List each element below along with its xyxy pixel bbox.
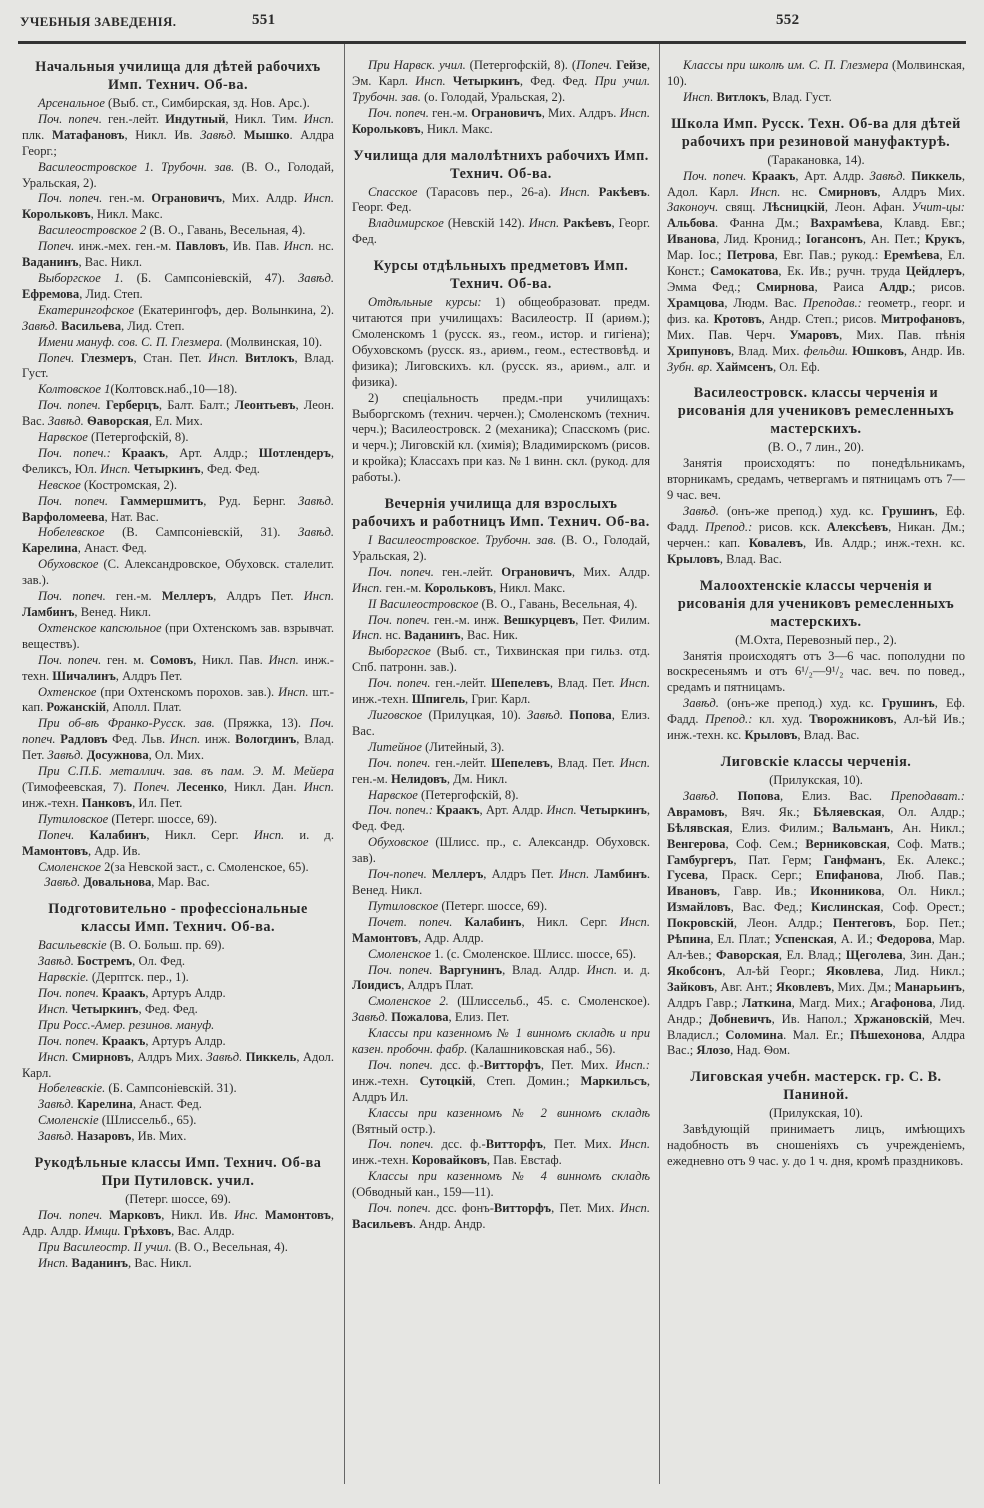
entry-paragraph: Поч. попеч. ген. м. Сомовъ, Никл. Пав. Инсп. инж.-техн. Шичалинъ, Алдръ Пет.: [22, 652, 334, 683]
entry-paragraph: Обуховское (С. Александровское, Обуховск. сталелит. зав.).: [22, 557, 334, 588]
entry-paragraph: Поч. попеч. Герберцъ, Балт. Балт.; Леонтьевъ, Леон. Вас. Завѣд. Ѳаворская, Ел. Мих.: [22, 398, 334, 429]
entry-paragraph: Инсп. Ваданинъ, Вас. Никл.: [38, 1255, 192, 1270]
column-divider: [344, 44, 345, 1484]
entry-paragraph: Классы при казенномъ № 2 винномъ складѣ (Вятный остр.).: [352, 1105, 650, 1136]
entry-paragraph: Смоленское 2(за Невской заст., с. Смоленское, 65).: [38, 859, 309, 874]
page-number-right: 552: [776, 12, 800, 28]
column-2: [352, 58, 650, 1233]
column-3: [667, 58, 965, 1170]
entry-paragraph: Поч. попеч. ген.-м. Ограновичъ, Мих. Алдръ. Инсп. Корольковъ, Никл. Макс.: [352, 105, 650, 136]
running-head: [20, 10, 964, 32]
entry-paragraph: Васильевскіе (В. О. Больш. пр. 69).: [38, 938, 225, 953]
entry-paragraph: Отдѣльные курсы: 1) общеобразоват. предм. читаются при училищахъ: Василеостр. II (ариѳм.); Смоленскомъ 1 (русск. яз., геом., истор. и гигіена); Обуховскомъ (русск. яз., ариѳм., геом., естествовѣд. и физика); Лиговскихъ. кл. (русск. яз., ариѳм., алг. и физика).: [352, 295, 651, 389]
entry-paragraph: Завѣд. Довальнова, Мар. Вас.: [44, 875, 210, 890]
entry-paragraph: Завѣд. Бостремъ, Ол. Фед.: [38, 954, 186, 969]
entry-paragraph: Попеч. инж.-мех. ген.-м. Павловъ, Ив. Пав. Инсп. нс. Ваданинъ, Вас. Никл.: [22, 239, 334, 270]
entry-paragraph: Поч. попеч. Краакъ, Артуръ Алдр.: [38, 986, 226, 1001]
entry-paragraph: Поч. попеч. ген.-лейт. Шепелевъ, Влад. Пет. Инсп. ген.-м. Нелидовъ, Дм. Никл.: [352, 755, 650, 786]
entry-paragraph: Поч. попеч.: Краакъ, Арт. Алдр.; Шотлендеръ, Феликсъ, Юл. Инсп. Четыркинъ, Фед. Фед.: [22, 445, 334, 476]
entry-paragraph: Завѣд. (онъ-же препод.) худ. кс. Грушинъ, Еф. Фадд. Препод.: кл. худ. Творожниковъ, Ал-ѣй Ив.; инж.-техн. кс. Крыловъ, Влад. Вас.: [667, 696, 965, 743]
section-heading: Рукодѣльные классы Имп. Технич. Об-ва При Путиловск. учил.: [34, 1155, 322, 1190]
entry-paragraph: Смоленское 1. (с. Смоленское. Шлисс. шоссе, 65).: [368, 946, 636, 961]
entry-paragraph: I Василеостровское. Трубочн. зав. (В. О., Голодай, Уральская, 2).: [352, 533, 650, 563]
entry-paragraph: Попеч. Глезмеръ, Стан. Пет. Инсп. Витлокъ, Влад. Густ.: [22, 350, 334, 381]
section-heading: Василеостровск. классы черченія и рисованія для учениковъ ремесленныхъ мастерскихъ.: [677, 385, 955, 438]
entry-paragraph: Путиловское (Петерг. шоссе, 69).: [38, 811, 218, 826]
entry-paragraph: Нарвское (Петергофскій, 8).: [368, 787, 519, 802]
entry-paragraph: Выборгское (Выб. ст., Тихвинская при гильз. отд. Спб. патронн. зав.).: [352, 644, 650, 675]
entry-paragraph: Почет. попеч. Калабинъ, Никл. Серг. Инсп. Мамонтовъ, Адр. Алдр.: [352, 914, 650, 945]
entry-paragraph: Поч. попеч. Марковъ, Никл. Ив. Инс. Мамонтовъ, Адр. Алдр. Имщи. Грѣховъ, Вас. Алдр.: [22, 1208, 335, 1238]
running-head-title: УЧЕБНЫЯ ЗАВЕДЕНІЯ.: [20, 14, 177, 29]
entry-paragraph: Поч. попеч. Краакъ, Артуръ Алдр.: [38, 1033, 226, 1048]
section-address: (Таракановка, 14).: [767, 152, 865, 167]
entry-paragraph: Смоленское 2. (Шлиссельб., 45. с. Смоленское). Завѣд. Пожалова, Елиз. Пет.: [352, 994, 651, 1025]
entry-paragraph: Нобелевское (В. Сампсоніевскій, 31). Завѣд. Карелина, Анаст. Фед.: [22, 525, 334, 556]
entry-paragraph: При Росс.-Амер. резинов. мануф.: [38, 1017, 215, 1032]
section-heading: Вечернія училища для взрослыхъ рабочихъ и работницъ Имп. Технич. Об-ва.: [352, 496, 650, 531]
entry-paragraph: При об-вѣ Франко-Русск. зав. (Пряжка, 13). Поч. попеч. Радловъ Фед. Льв. Инсп. инж. Вологдинъ, Влад. Пет. Завѣд. Досужнова, Ол. Мих.: [22, 716, 334, 763]
section-heading: Лиговская учебн. мастерск. гр. С. В. Паниной.: [690, 1069, 942, 1104]
entry-paragraph: Екатерингофское (Екатерингофъ, дер. Волынкина, 2). Завѣд. Васильева, Лид. Степ.: [22, 302, 334, 333]
section-heading: Училища для малолѣтнихъ рабочихъ Имп. Технич. Об-ва.: [353, 147, 649, 182]
section-address: (М.Охта, Перевозный пер., 2).: [735, 632, 897, 647]
section-address: (Петерг. шоссе, 69).: [125, 1192, 231, 1207]
entry-paragraph: Инсп. Смирновъ, Алдръ Мих. Завѣд. Пиккель, Адол. Карл.: [22, 1049, 334, 1080]
entry-paragraph: Арсенальное (Выб. ст., Симбирская, зд. Нов. Арс.).: [38, 96, 310, 110]
entry-paragraph: Завѣд. (онъ-же препод.) худ. кс. Грушинъ, Еф. Фадд. Препод.: рисов. кск. Алексѣевъ, Никан. Дм.; черчен.: кап. Ковалевъ, Ив. Алдр.; инж.-техн. кс. Крыловъ, Влад. Вас.: [667, 504, 965, 566]
entry-paragraph: Поч. попеч. ген.-м. инж. Вешкурцевъ, Пет. Филим. Инсп. нс. Ваданинъ, Вас. Ник.: [352, 612, 651, 643]
entry-paragraph: Поч. попеч. дсс. ф.-Витторфъ, Пет. Мих. Инсп.: инж.-техн. Сутоцкій, Степ. Домин.; Маркильсъ, Алдръ Ил.: [352, 1057, 650, 1104]
section-heading: Начальныя училища для дѣтей рабочихъ Имп. Технич. Об-ва.: [35, 59, 321, 93]
entry-paragraph: Классы при казенномъ № 1 винномъ складѣ и при казен. пробочн. фабр. (Калашниковская наб., 56).: [352, 1026, 650, 1057]
entry-paragraph: II Василеостровское (В. О., Гавань, Весельная, 4).: [368, 596, 638, 611]
page-number-left: 551: [252, 12, 276, 28]
entry-paragraph: Занятія происходятъ: по понедѣльникамъ, вторникамъ, средамъ, четвергамъ и пятницамъ отъ 7—9 час. веч.: [667, 456, 965, 503]
entry-paragraph: Поч-попеч. Меллеръ, Алдръ Пет. Инсп. Ламбинъ. Венед. Никл.: [352, 867, 650, 897]
entry-paragraph: Завѣдующій принимаетъ лицъ, имѣющихъ надобность въ сношеніяхъ съ учрежденіемъ, ежедневно отъ 9 час. у. до 1 ч. дня, кромѣ праздниковъ.: [667, 1122, 965, 1169]
entry-paragraph: 2) спеціальность предм.-при училищахъ: Выборгскомъ (технич. черчен.); Смоленскомъ (технич. черч.); Василеостровск. 2 (механика); Спасскомъ (рис. и черч.); Лиговскій кл. (химія); Владимирскомъ (рисов. и кройка); Классахъ при каз. № 1 винн. скл. (рукод. для работы.).: [352, 390, 650, 485]
section-address: (Прилукская, 10).: [769, 773, 863, 787]
section-heading: Малоохтенскіе классы черченія и рисованія для учениковъ ремесленныхъ мастерскихъ.: [677, 577, 955, 630]
entry-paragraph: Классы при казенномъ № 4 винномъ складѣ (Обводный кан., 159—11).: [352, 1169, 650, 1200]
entry-paragraph: Инсп. Четыркинъ, Фед. Фед.: [38, 1001, 198, 1016]
entry-paragraph: Колтовское 1(Колтовск.наб.,10—18).: [38, 382, 238, 397]
entry-paragraph: Поч. попеч. ген.-лейт. Ограновичъ, Мих. Алдр. Инсп. ген.-м. Корольковъ, Никл. Макс.: [352, 564, 650, 595]
entry-paragraph: Василеостровское 2 (В. О., Гавань, Весельная, 4).: [38, 223, 306, 238]
entry-paragraph: Путиловское (Петерг. шоссе, 69).: [368, 898, 548, 913]
entry-paragraph: Поч. попеч. Варгунинъ, Влад. Алдр. Инсп. и. д. Лоидисъ, Алдръ Плат.: [352, 962, 650, 993]
entry-paragraph: Инсп. Витлокъ, Влад. Густ.: [683, 89, 832, 104]
entry-paragraph: Смоленскіе (Шлиссельб., 65).: [38, 1113, 197, 1128]
entry-paragraph: Охтенское капсюльное (при Охтенскомъ зав. взрывчат. веществъ).: [22, 620, 334, 651]
entry-paragraph: Попеч. Калабинъ, Никл. Серг. Инсп. и. д. Мамонтовъ, Адр. Ив.: [22, 827, 334, 858]
entry-paragraph: Поч. попеч. дсс. фонъ-Витторфъ, Пет. Мих. Инсп. Васильевъ. Андр. Андр.: [352, 1201, 651, 1231]
entry-paragraph: Охтенское (при Охтенскомъ порохов. зав.). Инсп. шт.-кап. Рожанскій, Аполл. Плат.: [22, 684, 334, 715]
entry-paragraph: Занятія происходятъ отъ 3—6 час. пополудни по воскресеньямъ и отъ 6¹/₂—9¹/₂ час. веч. по повед., средамъ и пятницамъ.: [667, 648, 965, 695]
entry-paragraph: Поч. попеч. ген.-м. Меллеръ, Алдръ Пет. Инсп. Ламбинъ, Венед. Никл.: [22, 589, 334, 619]
entry-paragraph: Поч. попеч. ген.-лейт. Индутный, Никл. Тим. Инсп. плк. Матафановъ, Никл. Ив. Завѣд. Мышко. Алдра Георг.;: [22, 111, 334, 158]
entry-paragraph: Выборгское 1. (Б. Сампсоніевскій, 47). Завѣд. Ефремова, Лид. Степ.: [22, 270, 334, 301]
entry-paragraph: Поч. попеч. ген.-лейт. Шепелевъ, Влад. Пет. Инсп. инж.-техн. Шпигель, Григ. Карл.: [352, 676, 650, 707]
section-heading: Курсы отдѣльныхъ предметовъ Имп. Технич. Об-ва.: [373, 258, 629, 293]
section-address: (Прилукская, 10).: [769, 1106, 863, 1121]
entry-paragraph: При С.П.Б. металлич. зав. въ пам. Э. М. Мейера (Тимофеевская, 7). Попеч. Лесенко, Никл. Дан. Инсп. инж.-техн. Панковъ, Ил. Пет.: [22, 764, 334, 810]
entry-paragraph: Поч. попеч. ген.-м. Ограновичъ, Мих. Алдр. Инсп. Корольковъ, Никл. Макс.: [22, 191, 334, 222]
entry-paragraph: Невское (Костромская, 2).: [38, 477, 178, 492]
entry-paragraph: Поч. попеч.: Краакъ, Арт. Алдр. Инсп. Четыркинъ, Фед. Фед.: [352, 803, 650, 834]
entry-paragraph: Нарвское (Петергофскій, 8).: [38, 430, 189, 445]
header-rule: [18, 41, 966, 44]
entry-paragraph: Завѣд. Назаровъ, Ив. Мих.: [38, 1129, 187, 1144]
entry-paragraph: Поч. попеч. Гаммершмитъ, Руд. Бернг. Завѣд. Варфоломеева, Нат. Вас.: [22, 493, 334, 524]
entry-paragraph: Спасское (Тарасовъ пер., 26-а). Инсп. Ракѣевъ. Георг. Фед.: [352, 184, 650, 215]
entry-paragraph: Поч. попеч. Краакъ, Арт. Алдр. Завѣд. Пиккель, Адол. Карл. Инсп. нс. Смирновъ, Алдръ Мих. Законоуч. свящ. Лѣсницкій, Леон. Афан. Учит-цы: Альбова. Фанна Дм.; Вахрамѣева, Клавд. Евг.; Иванова, Лид. Кронид.; Іогансонъ, Ан. Пет.; Крукъ, Мар. Іос.; Петрова, Евг. Пав.; рукод.: Еремѣева, Ел. Конст.; Самокатова, Ек. Ив.; ручн. труда Цейдлеръ, Эмма Фед.; Смирнова, Раиса Алдр.; рисов. Храмцова, Людм. Вас. Преподав.: геометр., георг. и физ. ка. Кротовъ, Андр. Степ.; рисов. Митрофановъ, Мих. Пав. Черч. Умаровъ, Мих. Пав. пѣнія Хрипуновъ, Влад. Мих. фельдш. Юшковъ, Андр. Ив. Зубн. вр. Хаймсенъ, Ол. Еф.: [667, 168, 965, 374]
entry-paragraph: При Василеостр. II учил. (В. О., Весельная, 4).: [38, 1239, 288, 1254]
entry-paragraph: Обуховское (Шлисс. пр., с. Александр. Обуховск. зав).: [352, 835, 650, 866]
entry-paragraph: Завѣд. Попова, Елиз. Вас. Преподават.: Аврамовъ, Вяч. Як.; Бѣляевская, Ол. Алдр.; Бѣлявская, Елиз. Филим.; Вальманъ, Ан. Никл.; Венгерова, Соф. Сем.; Верниковская, Соф. Матв.; Гамбургеръ, Пат. Герм; Ганфманъ, Ек. Алекс.; Гусева, Праск. Серг.; Епифанова, Люб. Пав.; Ивановъ, Гавр. Ив.; Иконникова, Ол. Никл.; Измайловъ, Вас. Фед.; Кислинская, Соф. Орест.; Покровскій, Леон. Алдр.; Пентеговъ, Бор. Пет.; Рѣпина, Ел. Плат.; Успенская, А. И.; Федорова, Мар. Ал-ѣев.; Фаворская, Ел. Влад.; Щеголева, Зин. Дан.; Якобсонъ, Ал-ѣй Георг.; Яковлева, Лид. Никл.; Зайковъ, Авг. Ант.; Яковлевъ, Мих. Дм.; Манарьинъ, Алдръ Гавр.; Латкина, Магд. Мих.; Агафонова, Лид. Андр.; Добневичъ, Ив. Напол.; Хржановскій, Меч. Владисл.; Соломина. Мал. Ег.; Пѣшехонова, Алдра Вас.; Ялозо, Над. Ѳом.: [667, 788, 966, 1058]
entry-paragraph: Завѣд. Карелина, Анаст. Фед.: [38, 1097, 202, 1112]
entry-paragraph: Имени мануф. сов. С. П. Глезмера. (Молвинская, 10).: [38, 334, 323, 349]
entry-paragraph: Поч. попеч. дсс. ф.-Витторфъ, Пет. Мих. Инсп. инж.-техн. Коровайковъ, Пав. Евстаф.: [352, 1137, 650, 1168]
column-1: [22, 58, 334, 1272]
section-address: (В. О., 7 лин., 20).: [767, 440, 865, 455]
column-divider: [659, 44, 660, 1484]
section-heading: Подготовительно - профессіональные классы Имп. Технич. Об-ва.: [48, 901, 308, 936]
entry-paragraph: Литейное (Литейный, 3).: [368, 739, 505, 754]
entry-paragraph: Классы при школѣ им. С. П. Глезмера (Молвинская, 10).: [667, 58, 966, 88]
entry-paragraph: Лиговское (Прилуцкая, 10). Завѣд. Попова, Елиз. Вас.: [352, 708, 650, 738]
section-heading: Школа Имп. Русск. Техн. Об-ва для дѣтей рабочихъ при резиновой мануфактурѣ.: [671, 115, 961, 150]
entry-paragraph: Василеостровское 1. Трубочн. зав. (В. О., Голодай, Уральская, 2).: [22, 159, 334, 190]
entry-paragraph: Владимирское (Невскій 142). Инсп. Ракѣевъ, Георг. Фед.: [352, 216, 650, 247]
entry-paragraph: Нарвскіе. (Дерптск. пер., 1).: [38, 970, 189, 985]
section-heading: Лиговскіе классы черченія.: [720, 754, 912, 770]
entry-paragraph: При Нарвск. учил. (Петергофскій, 8). (Попеч. Гейзе, Эм. Карл. Инсп. Четыркинъ, Фед. Фед. При учил. Трубочн. зав. (о. Голодай, Уральская, 2).: [352, 58, 651, 104]
entry-paragraph: Нобелевскіе. (Б. Сампсоніевскій. 31).: [38, 1081, 237, 1096]
